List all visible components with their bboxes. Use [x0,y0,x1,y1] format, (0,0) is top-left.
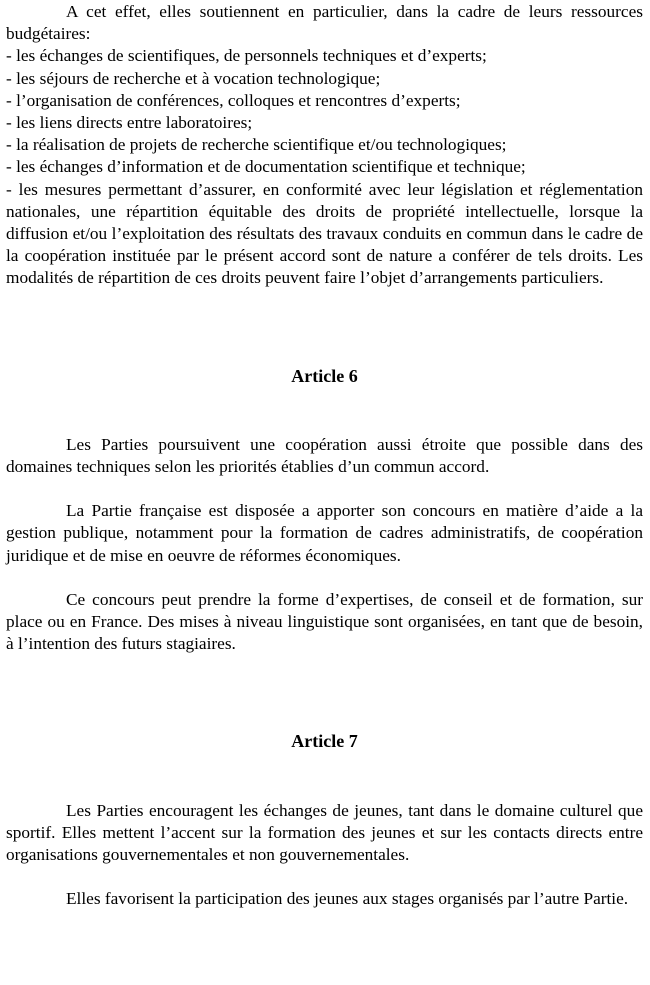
list-item: - les mesures permettant d’assurer, en conformité avec leur législation et réglementation nationales, une répartition équitable des droits de propriété intellectuelle, lorsque la diffusion et/ou l’exploitation des résultats des travaux conduits en commun dans le cadre de la coopération instituée par le présent accord sont de nature a conférer de tels droits. Les modalités de répartition de ces droits peuvent faire l’objet d’arrangements particuliers. [6,179,643,288]
support-list [6,45,643,289]
article-7-paragraph-1: Les Parties encouragent les échanges de jeunes, tant dans le domaine culturel que sportif. Elles mettent l’accent sur la formation des jeunes et sur les contacts directs entre organisations gouvernementales et non gouvernementales. [6,800,643,865]
article-7-paragraph-2: Elles favorisent la participation des jeunes aux stages organisés par l’autre Partie. [66,889,629,909]
article-6-paragraph-3: Ce concours peut prendre la forme d’expertises, de conseil et de formation, sur place ou en France. Des mises à niveau linguistique sont organisées, en tant que de besoin, à l’intention des futurs stagiaires. [6,589,643,654]
article-6-paragraph-1: Les Parties poursuivent une coopération aussi étroite que possible dans des domaines techniques selon les priorités établies d’un commun accord. [6,434,643,477]
article-6-heading: Article 6 [291,365,358,386]
list-item: - les échanges de scientifiques, de personnels techniques et d’experts; [6,46,487,66]
list-item: - l’organisation de conférences, colloques et rencontres d’experts; [6,90,461,110]
list-item: - la réalisation de projets de recherche scientifique et/ou technologiques; [6,135,507,155]
list-item: - les séjours de recherche et à vocation technologique; [6,68,381,88]
document-page [6,1,643,910]
intro-paragraph: A cet effet, elles soutiennent en particulier, dans la cadre de leurs ressources budgétaires: [6,2,643,44]
article-7-heading: Article 7 [291,731,358,752]
article-6-paragraph-2: La Partie française est disposée a apporter son concours en matière d’aide a la gestion publique, notamment pour la formation de cadres administratifs, de coopération juridique et de mise en oeuvre de réformes économiques. [6,501,643,565]
list-item: - les liens directs entre laboratoires; [6,113,253,133]
list-item: - les échanges d’information et de documentation scientifique et technique; [6,157,526,177]
